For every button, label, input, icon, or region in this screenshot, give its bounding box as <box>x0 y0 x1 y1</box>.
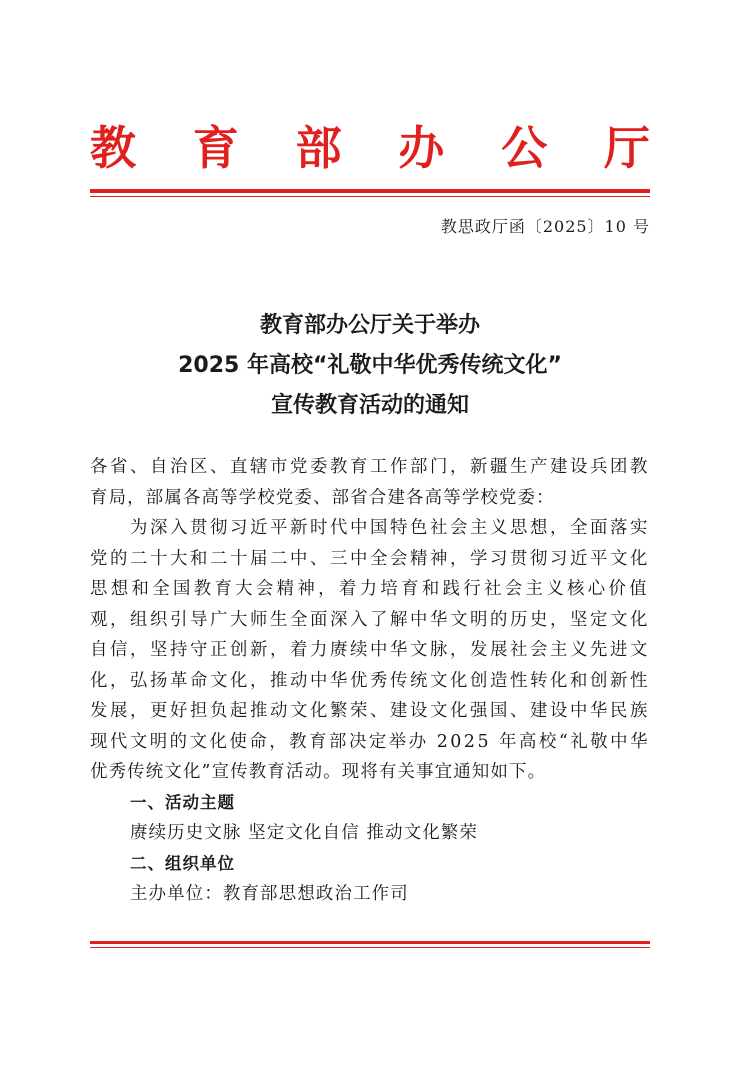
text-run: 自信，坚持守正创新，着力赓续中华文脉，发展社会主义先进文 <box>90 640 650 660</box>
paragraph-line <box>90 727 650 757</box>
title-line-2: 2025 年高校“礼敬中华优秀传统文化” <box>178 353 562 378</box>
masthead-title <box>90 118 650 178</box>
title-line-1: 教育部办公厅关于举办 <box>259 313 480 338</box>
section-heading: 二、组织单位 <box>130 853 235 873</box>
paragraph-line <box>90 635 650 665</box>
addressee-line <box>90 452 650 482</box>
title-line-3: 宣传教育活动的通知 <box>270 393 469 418</box>
paragraph-line <box>90 666 650 696</box>
masthead-char: 教 <box>90 121 136 175</box>
masthead-char: 办 <box>398 121 445 175</box>
text-run: 发展，更好担负起推动文化繁荣、建设文化强国、建设中华民族 <box>90 701 650 721</box>
text-run: 思想和全国教育大会精神，着力培育和践行社会主义核心价值 <box>90 579 650 599</box>
red-divider-thin <box>90 196 650 197</box>
paragraph-line <box>90 574 650 604</box>
text-run: 各省、自治区、直辖市党委教育工作部门，新疆生产建设兵团教 <box>90 457 650 477</box>
paragraph-line <box>130 513 650 543</box>
masthead-char: 部 <box>295 121 342 175</box>
text-run: 优秀传统文化”宣传教育活动。现将有关事宜通知如下。 <box>90 762 547 782</box>
text-run: 育局，部属各高等学校党委、部省合建各高等学校党委： <box>90 487 555 508</box>
masthead-char: 公 <box>501 121 548 175</box>
red-divider-thick <box>90 189 650 193</box>
masthead-char: 厅 <box>603 121 650 175</box>
text-run: 现代文明的文化使命，教育部决定举办 2025 年高校“礼敬中华 <box>90 731 650 752</box>
document-title <box>90 306 650 426</box>
addressee-line <box>90 483 650 513</box>
text-run: 党的二十大和二十届二中、三中全会精神，学习贯彻习近平文化 <box>90 548 650 569</box>
paragraph-line <box>90 696 650 726</box>
paragraph-line <box>90 544 650 574</box>
masthead-char: 育 <box>192 121 239 175</box>
red-divider-thin <box>90 947 650 948</box>
paragraph-line <box>90 757 650 787</box>
text-run: 观，组织引导广大师生全面深入了解中华文明的历史，坚定文化 <box>90 609 650 630</box>
document-number: 教思政厅函〔2025〕10 号 <box>440 217 650 236</box>
organizer-text: 主办单位：教育部思想政治工作司 <box>130 884 409 904</box>
red-divider-thick <box>90 941 650 944</box>
paragraph-line <box>90 605 650 635</box>
theme-text: 赓续历史文脉 坚定文化自信 推动文化繁荣 <box>130 823 479 843</box>
text-run: 化，弘扬革命文化，推动中华优秀传统文化创造性转化和创新性 <box>90 670 650 691</box>
section-heading: 一、活动主题 <box>130 792 235 812</box>
text-run: 为深入贯彻习近平新时代中国特色社会主义思想，全面落实 <box>130 518 650 538</box>
